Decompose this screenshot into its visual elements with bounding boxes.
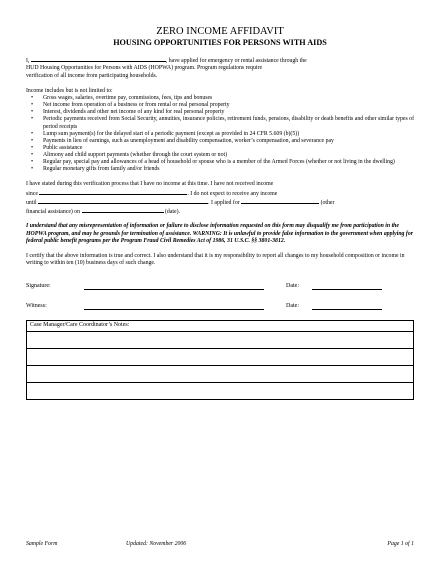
notes-row[interactable]: [27, 331, 414, 348]
intro-text-3: verification of all income from participating households.: [26, 72, 158, 79]
income-item: • Lump sum payment(s) for the delayed start of a periodic payment (except as provided in 24 CFR 5.609 (b)(5)): [26, 131, 414, 138]
income-item: • Interest, dividends and other net income of any kind for real personal property: [26, 109, 414, 116]
signature-block: [26, 280, 414, 310]
income-item: • Gross wages, salaries, overtime pay, commissions, fees, tips and bonuses: [26, 95, 414, 102]
footer-form-label: Sample Form: [26, 541, 58, 547]
witness-label: Witness:: [26, 302, 47, 309]
applied-for-field[interactable]: [241, 198, 319, 204]
signature-date-label: Date:: [286, 282, 299, 289]
other-label: (other: [320, 199, 335, 206]
statement-line-2b: . I do not expect to receive any income: [187, 190, 278, 197]
notes-header-row: [27, 320, 414, 331]
certify-paragraph: I certify that the above information is true and correct. I also understand that it is my responsibility to report all changes to my household composition or income in writing to within ten (10) business days of such change.: [26, 253, 405, 267]
income-item: • Regular pay, special pay and allowances of a head of household or spouse who is a member of the Armed Forces (whether or not living in the dwelling): [26, 159, 414, 166]
income-item: • Net income from operation of a business or from rental or real personal property: [26, 102, 414, 109]
notes-row[interactable]: [27, 348, 414, 365]
until-date-field[interactable]: [38, 198, 208, 204]
financial-label: financial assistance) on: [26, 209, 81, 216]
income-list: [26, 95, 414, 173]
statement-line-1: I have stated during this verification process that I have no income at this time. I have not received income: [26, 181, 274, 188]
notes-row[interactable]: [27, 382, 414, 399]
warning-paragraph: I understand that any misrepresentation of information or failure to disclose information requested on this form may disqualify me from participation in the HOPWA program, and may be grounds for termination of assistance. WARNING: It is unlawful to provide false information to the government when applying for federal public benefit programs per the Program Fraud Civil Remedies Act of 1986, 31 U.S.C. §§ 3801-3812.: [26, 223, 413, 244]
income-item: • Periodic payments received from Social Security, annuities, insurance policies, retirement funds, pensions, disability or death benefits and other similar types of period receipts: [26, 116, 414, 130]
income-item: • Public assistance: [26, 145, 414, 152]
signature-label: Signature:: [26, 282, 51, 289]
income-item: • Alimony and child support payments (whether through the court system or not): [26, 152, 414, 159]
until-label: until: [26, 199, 37, 206]
notes-header: Case Manager/Care Coordinator’s Notes:: [27, 320, 414, 331]
witness-row: [26, 300, 414, 310]
witness-date-label: Date:: [286, 302, 299, 309]
intro-paragraph: [26, 56, 414, 80]
signature-date-field[interactable]: [312, 283, 382, 290]
since-label: since: [26, 190, 38, 197]
page-subtitle: HOUSING OPPORTUNITIES FOR PERSONS WITH AIDS: [113, 38, 327, 47]
affidavit-page: [26, 26, 414, 400]
applied-date-field[interactable]: [82, 207, 164, 213]
footer-updated: Updated: November 2006: [126, 541, 187, 547]
applicant-name-field[interactable]: [31, 56, 166, 62]
signature-row: [26, 280, 414, 290]
witness-field[interactable]: [84, 303, 264, 310]
notes-row[interactable]: [27, 365, 414, 382]
intro-text-2: HUD Housing Opportunities for Persons with AIDS (HOPWA) program. Program regulations require: [26, 65, 263, 72]
income-item: • Payments in lieu of earnings, such as unemployment and disability compensation, worker’s compensation, and severance pay: [26, 138, 414, 145]
applied-label: . I applied for: [208, 199, 240, 206]
page-footer: [26, 541, 414, 547]
page-title: ZERO INCOME AFFIDAVIT: [156, 26, 284, 37]
income-section: [26, 88, 414, 173]
footer-page-number: Page 1 of 1: [387, 541, 414, 547]
intro-text-1: , have applied for emergency or rental assistance through the: [165, 58, 307, 64]
witness-date-field[interactable]: [312, 303, 382, 310]
intro-prefix: I,: [26, 58, 30, 64]
signature-field[interactable]: [84, 283, 264, 290]
since-date-field[interactable]: [39, 189, 187, 195]
income-heading: Income includes but is not limited to:: [26, 87, 113, 94]
statement-paragraph: [26, 181, 414, 216]
date-paren-label: (date).: [165, 209, 180, 216]
income-item: • Regular monetary gifts from family and/or friends: [26, 166, 414, 173]
notes-table: [26, 320, 414, 400]
